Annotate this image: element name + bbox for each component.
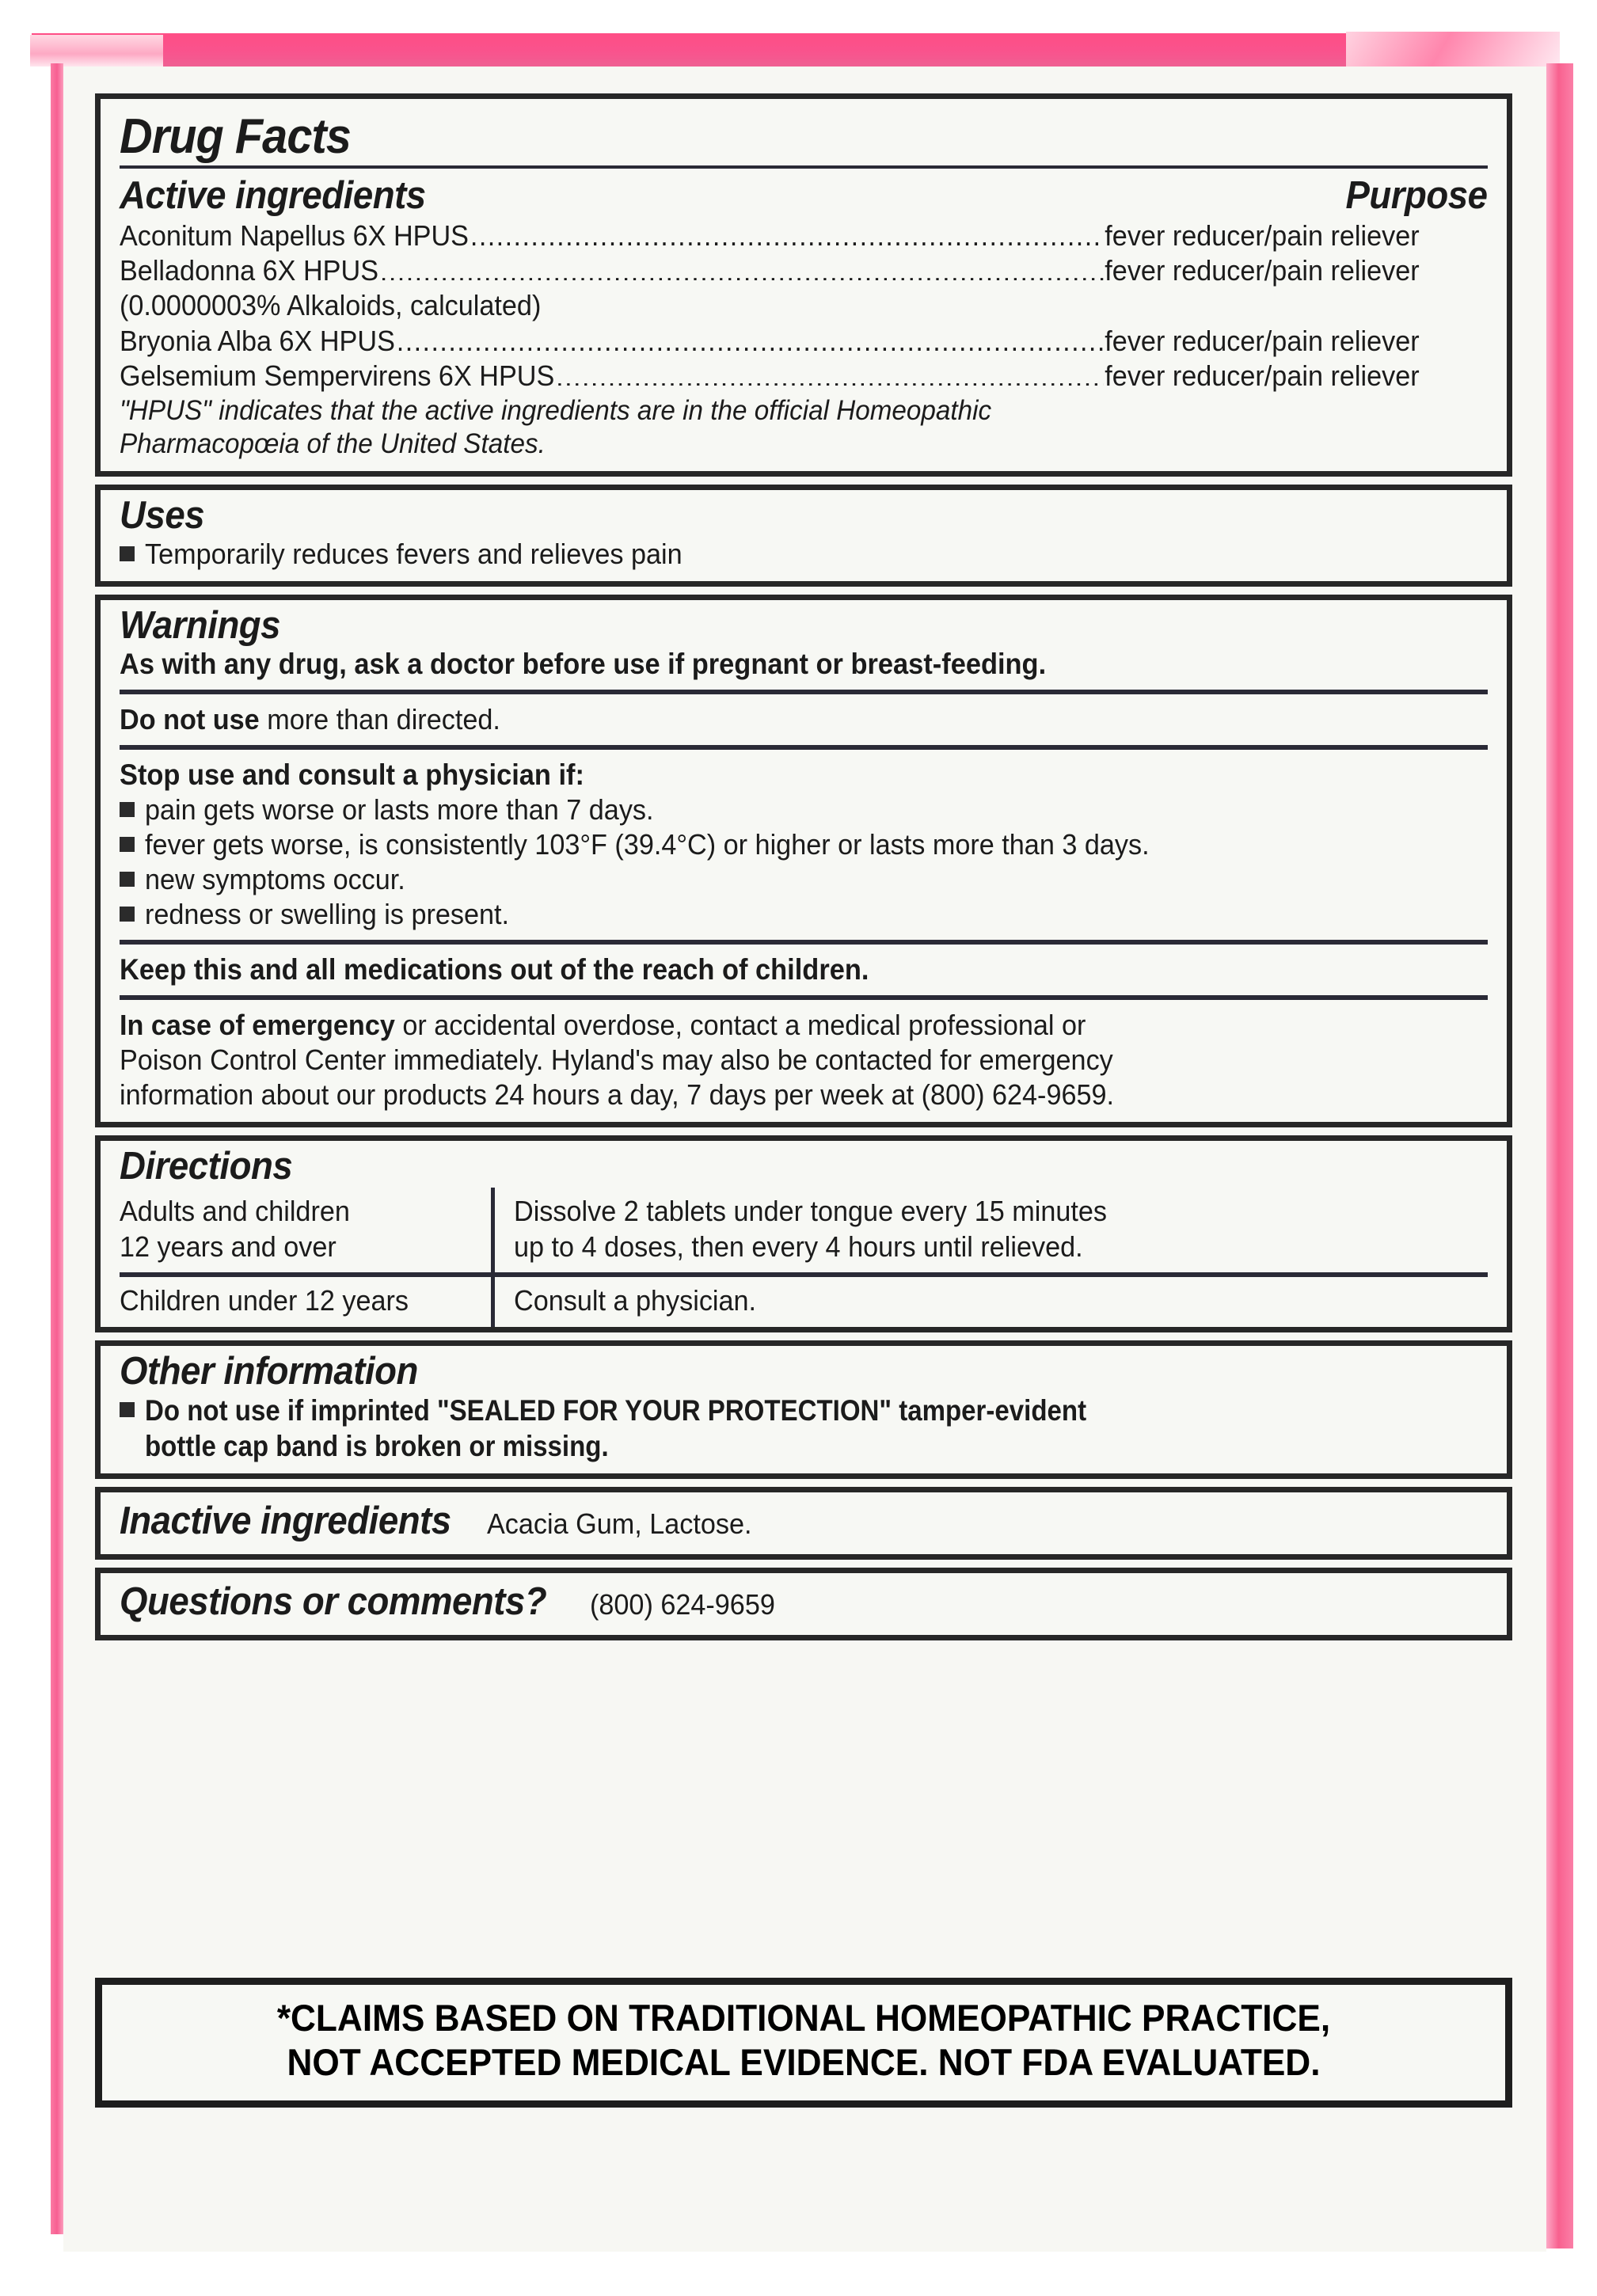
purpose-heading: Purpose [1345,174,1488,218]
emergency-line-1-rest: or accidental overdose, contact a medical professional or [394,1009,1086,1042]
directions-age-line-2: 12 years and over [120,1230,337,1263]
emergency-line-1 [120,1008,1420,1043]
stop-use-bullet-item [120,793,1488,827]
in-case-of-emergency-bold: In case of emergency [120,1009,395,1042]
directions-dose-line-1: Dissolve 2 tablets under tongue every 15 minutes [514,1194,1108,1227]
directions-heading: Directions [120,1145,293,1188]
inactive-ingredients-value: Acacia Gum, Lactose. [487,1507,752,1540]
carton-top-left-flap [30,35,163,67]
directions-age-line-1: Children under 12 years [120,1284,409,1317]
square-bullet-icon [120,802,135,817]
stop-use-bullet-text: new symptoms occur. [145,863,405,896]
table-row [120,1188,1488,1272]
warning-pregnancy-text: As with any drug, ask a doctor before use if pregnant or breast-feeding. [120,647,1047,680]
table-row [120,1272,1488,1327]
questions-box [95,1568,1512,1640]
square-bullet-icon [120,907,135,922]
stop-use-bullet-text: redness or swelling is present. [145,898,510,931]
other-information-line-2: bottle cap band is broken or missing. [145,1429,609,1462]
dot-leader [470,218,1104,245]
other-information-bullet-item [120,1393,1488,1464]
directions-dose-cell [491,1188,1488,1272]
warnings-divider [120,995,1488,1000]
active-ingredient-name: Gelsemium Sempervirens 6X HPUS [120,359,555,393]
active-ingredient-purpose: fever reducer/pain reliever [1105,254,1420,287]
carton-top-right-flap [1346,32,1560,68]
uses-box [95,485,1512,587]
title-divider [120,165,1488,169]
directions-table [120,1188,1488,1327]
page-title: Drug Facts [120,109,351,164]
directions-dose-line-2: up to 4 doses, then every 4 hours until relieved. [514,1230,1083,1263]
uses-heading: Uses [120,493,205,537]
active-ingredient-row [120,218,1420,253]
directions-box [95,1135,1512,1332]
square-bullet-icon [120,546,135,561]
dot-leader [380,253,1103,280]
directions-dose-line-1: Consult a physician. [514,1284,757,1317]
drug-facts-panel [95,93,1512,1640]
square-bullet-icon [120,872,135,887]
active-ingredient-row [120,359,1420,393]
other-information-heading: Other information [120,1349,418,1393]
claims-line-2: NOT ACCEPTED MEDICAL EVIDENCE. NOT FDA EVALUATED. [287,2040,1321,2083]
directions-dose-cell [491,1277,1488,1327]
active-ingredient-purpose: fever reducer/pain reliever [1105,324,1420,357]
inactive-ingredients-row [120,1492,1488,1551]
stop-use-bullet-item [120,827,1488,862]
directions-age-cell [120,1188,491,1272]
do-not-use-rest: more than directed. [259,703,500,736]
stop-use-heading: Stop use and consult a physician if: [120,758,584,791]
carton-right-pink-edge [1546,63,1573,2248]
dot-leader [397,324,1104,351]
directions-age-cell [120,1277,491,1327]
do-not-use-bold: Do not use [120,703,260,736]
warning-do-not-use [120,702,1420,737]
questions-row [120,1573,1488,1632]
warnings-divider [120,745,1488,750]
inactive-ingredients-box [95,1487,1512,1560]
belladonna-alkaloid-note: (0.0000003% Alkaloids, calculated) [120,289,542,322]
square-bullet-icon [120,837,135,852]
active-ingredients-header-row [120,173,1488,218]
carton-left-pink-edge [51,63,63,2234]
stop-use-bullet-item [120,897,1488,932]
active-ingredient-purpose: fever reducer/pain reliever [1105,219,1420,252]
warnings-divider [120,690,1488,694]
warnings-divider [120,940,1488,945]
active-ingredients-heading: Active ingredients [120,174,426,218]
questions-heading: Questions or comments? [120,1580,547,1623]
keep-out-of-reach-text: Keep this and all medications out of the reach of children. [120,952,869,986]
active-ingredient-name: Belladonna 6X HPUS [120,254,379,287]
dot-leader [556,359,1103,386]
hpus-note-line-1: "HPUS" indicates that the active ingredients are in the official Homeopathic [120,394,992,426]
uses-bullet-item [120,537,1488,572]
claims-line-1: *CLAIMS BASED ON TRADITIONAL HOMEOPATHIC PRACTICE, [276,1997,1331,2039]
questions-phone-number: (800) 624-9659 [589,1588,775,1621]
hpus-note-line-2: Pharmacopœia of the United States. [120,428,546,460]
active-ingredient-name: Bryonia Alba 6X HPUS [120,324,395,357]
active-ingredients-box [95,93,1512,477]
square-bullet-icon [120,1402,135,1417]
emergency-line-3: information about our products 24 hours a day, 7 days per week at (800) 624-9659. [120,1078,1115,1112]
carton-top-pink-band [32,33,1560,67]
active-ingredient-name: Aconitum Napellus 6X HPUS [120,219,469,252]
stop-use-bullet-item [120,862,1488,897]
warnings-heading: Warnings [120,603,281,647]
inactive-ingredients-heading: Inactive ingredients [120,1500,451,1542]
other-information-box [95,1340,1512,1479]
emergency-line-2: Poison Control Center immediately. Hyland's may also be contacted for emergency [120,1043,1113,1077]
stop-use-bullet-text: pain gets worse or lasts more than 7 days. [145,793,654,827]
stop-use-bullet-text: fever gets worse, is consistently 103°F (39.4°C) or higher or lasts more than 3 days. [145,828,1150,861]
directions-age-line-1: Adults and children [120,1194,350,1227]
claims-disclaimer-box [95,1978,1512,2108]
warnings-box [95,595,1512,1127]
other-information-line-1: Do not use if imprinted "SEALED FOR YOUR PROTECTION" tamper-evident [145,1393,1087,1427]
active-ingredient-row [120,253,1420,288]
active-ingredient-row [120,324,1420,359]
uses-bullet-text: Temporarily reduces fevers and relieves pain [145,537,683,570]
active-ingredient-purpose: fever reducer/pain reliever [1105,359,1420,393]
